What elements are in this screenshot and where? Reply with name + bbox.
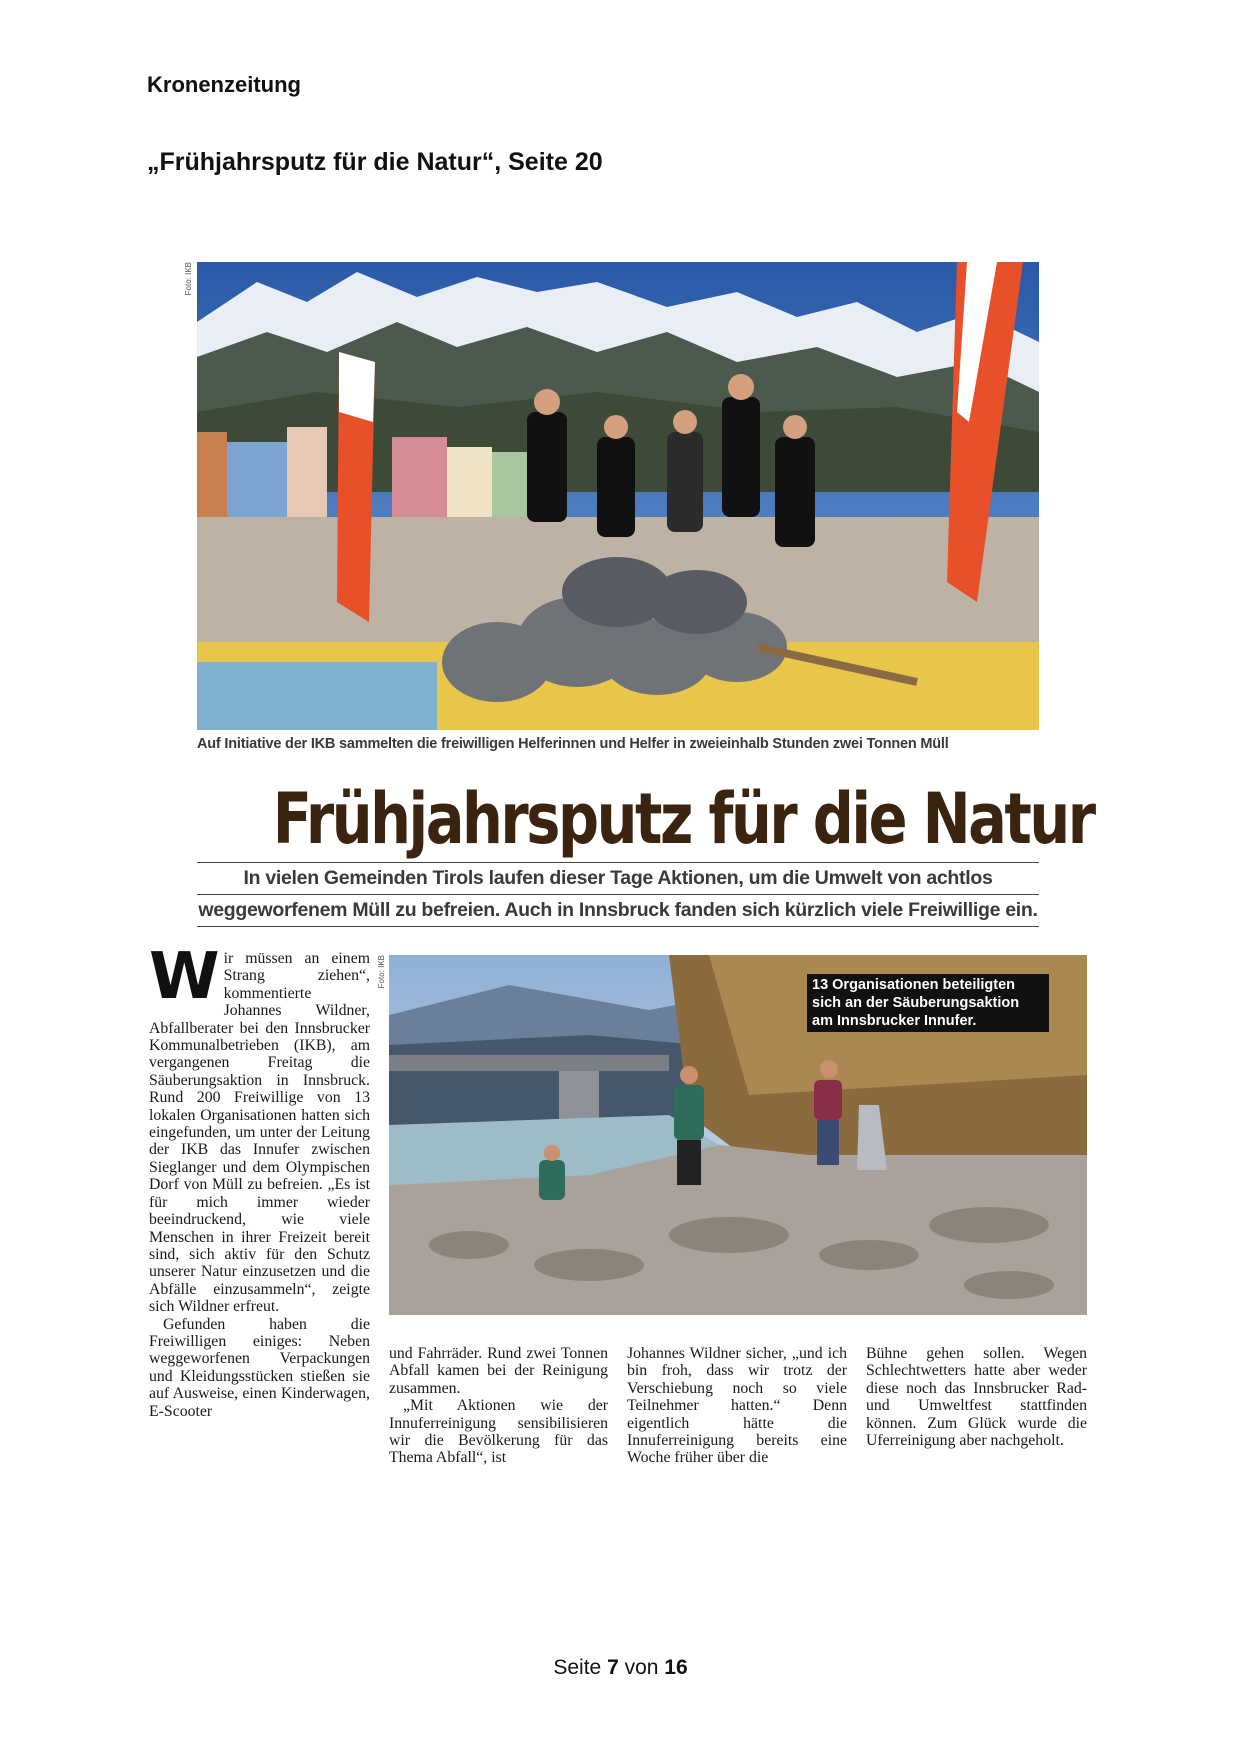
body-paragraph: und Fahrräder. Rund zwei Tonnen Abfall kamen bei der Reinigung zusammen. [389, 1345, 608, 1397]
current-page: 7 [607, 1656, 619, 1679]
subheadline-line-2: weggeworfenem Müll zu befreien. Auch in Innsbruck fanden sich kürzlich viele Freiwillige ein. [197, 894, 1039, 927]
bottom-photo-credit: Foto: IKB [377, 955, 386, 989]
body-column-1 [149, 940, 370, 1420]
source-name: Kronenzeitung [147, 72, 301, 97]
drop-cap: W [149, 940, 220, 1014]
bottom-photo-caption: 13 Organisationen beteiligten sich an der Säuberungsaktion am Innsbrucker Innufer. [807, 974, 1049, 1032]
total-pages: 16 [664, 1656, 688, 1679]
article-headline: Frühjahrsputz für die Natur [272, 778, 1094, 860]
top-photo-illustration [197, 262, 1039, 730]
footer-prefix: Seite [553, 1656, 602, 1679]
page-number-footer [0, 1656, 1241, 1680]
body-column-2 [389, 1345, 608, 1467]
body-paragraph: „Mit Aktionen wie der Innuferreinigung sensibilisieren wir die Bevölkerung für das Thema Abfall“, ist [389, 1397, 608, 1467]
footer-middle: von [624, 1656, 659, 1679]
body-paragraph: Bühne gehen sollen. Wegen Schlechtwetters hatte aber weder diese noch das Innsbrucker Rad- und Umweltfest stattfinden können. Zum Glück wurde die Uferreinigung aber nachgeholt. [866, 1345, 1087, 1450]
top-photo-credit: Foto: IKB [184, 262, 193, 296]
body-paragraph: ir müssen an einem Strang ziehen“, kommentierte Johannes Wildner, Abfallberater bei den Innsbrucker Kommunalbetrieben (IKB), am vergangenen Freitag die Säuberungsaktion in Innsbruck. Rund 200 Freiwillige von 13 lokalen Organisationen hatten sich eingefunden, um unter der Leitung der IKB das Innufer zwischen Sieglanger und dem Olympischen Dorf von Müll zu befreien. „Es ist für mich immer wieder beeindruckend, wie viele Menschen in ihrer Freizeit bereit sind, sich aktiv für den Schutz unserer Natur einzusetzen und die Abfälle einzusammeln“, zeigte sich Wildner erfreut. [149, 950, 370, 1316]
body-column-3 [627, 1345, 847, 1467]
document-title: „Frühjahrsputz für die Natur“, Seite 20 [147, 148, 603, 176]
top-photo [197, 262, 1039, 730]
top-photo-caption: Auf Initiative der IKB sammelten die freiwilligen Helferinnen und Helfer in zweieinhalb Stunden zwei Tonnen Müll [197, 736, 949, 752]
body-paragraph: Johannes Wildner sicher, „und ich bin froh, dass wir trotz der Verschiebung noch so viele Teilnehmer hatten.“ Denn eigentlich hätte die Innuferreinigung bereits eine Woche früher über die [627, 1345, 847, 1467]
subheadline-line-1: In vielen Gemeinden Tirols laufen dieser Tage Aktionen, um die Umwelt von achtlos [197, 862, 1039, 890]
body-paragraph: Gefunden haben die Freiwilligen einiges: Neben weggeworfenen Verpackungen und Kleidungsstücken stießen sie auf Ausweise, einen Kinderwagen, E-Scooter [149, 1315, 370, 1420]
body-column-4 [866, 1345, 1087, 1449]
